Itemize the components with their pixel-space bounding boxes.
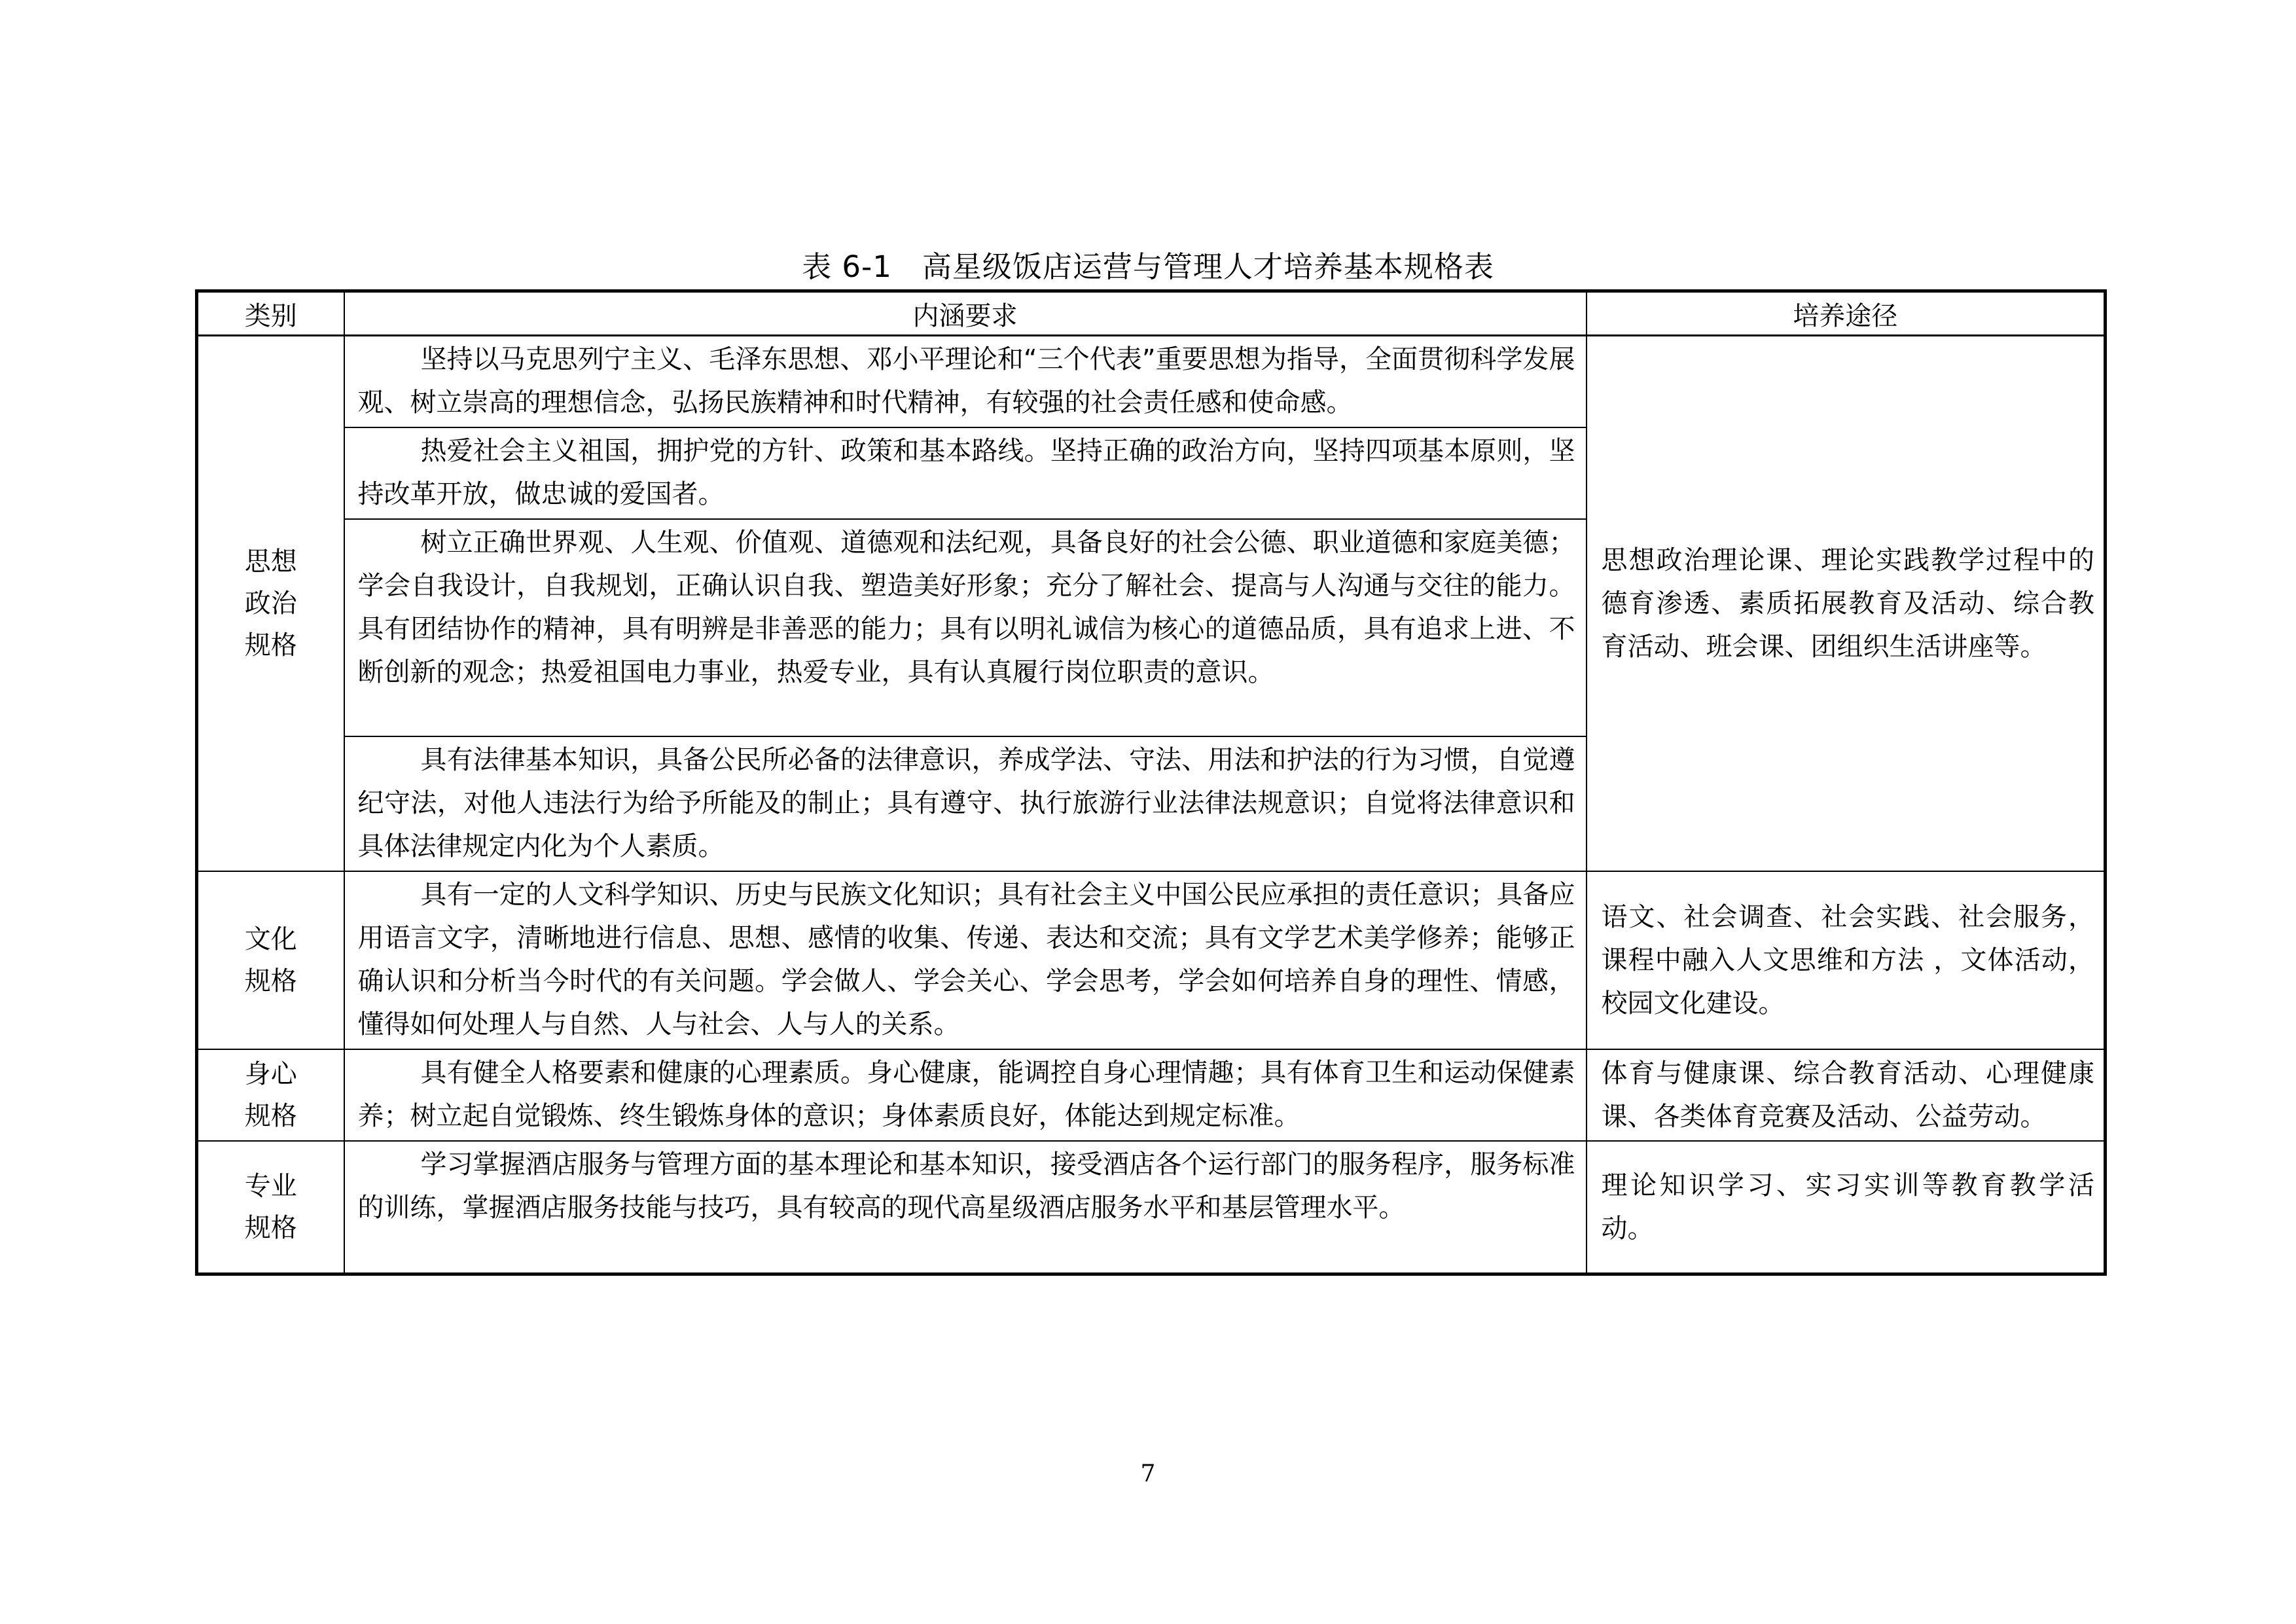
requirement-cell: 热爱社会主义祖国，拥护党的方针、政策和基本路线。坚持正确的政治方向，坚持四项基本原则，坚持改革开放，做忠诚的爱国者。 bbox=[344, 427, 1587, 519]
requirement-cell: 具有法律基本知识，具备公民所必备的法律意识，养成学法、守法、用法和护法的行为习惯，自觉遵纪守法，对他人违法行为给予所能及的制止；具有遵守、执行旅游行业法律法规意识；自觉将法律意识和具体法律规定内化为个人素质。 bbox=[344, 736, 1587, 871]
category-cell-professional bbox=[197, 1141, 344, 1274]
path-cell-professional: 理论知识学习、实习实训等教育教学活动。 bbox=[1587, 1141, 2106, 1274]
table-row bbox=[197, 1049, 2106, 1141]
spec-table bbox=[195, 289, 2107, 1276]
path-cell-physical-mental: 体育与健康课、综合教育活动、心理健康课、各类体育竞赛及活动、公益劳动。 bbox=[1587, 1049, 2106, 1141]
requirement-cell: 树立正确世界观、人生观、价值观、道德观和法纪观，具备良好的社会公德、职业道德和家庭美德；学会自我设计，自我规划，正确认识自我、塑造美好形象；充分了解社会、提高与人沟通与交往的能力。具有团结协作的精神，具有明辨是非善恶的能力；具有以明礼诚信为核心的道德品质，具有追求上进、不断创新的观念；热爱祖国电力事业，热爱专业，具有认真履行岗位职责的意识。 bbox=[344, 519, 1587, 736]
category-cell-ideological bbox=[197, 336, 344, 872]
category-cell-culture bbox=[197, 871, 344, 1049]
path-cell-ideological: 思想政治理论课、理论实践教学过程中的德育渗透、素质拓展教育及活动、综合教育活动、班会课、团组织生活讲座等。 bbox=[1587, 336, 2106, 872]
table-header-row bbox=[197, 291, 2106, 336]
requirement-cell: 坚持以马克思列宁主义、毛泽东思想、邓小平理论和“三个代表”重要思想为指导，全面贯彻科学发展观、树立崇高的理想信念，弘扬民族精神和时代精神，有较强的社会责任感和使命感。 bbox=[344, 336, 1587, 428]
category-label-culture: 文化规格 bbox=[244, 924, 297, 996]
header-path: 培养途径 bbox=[1587, 291, 2106, 336]
table-row bbox=[197, 1141, 2106, 1274]
requirement-cell: 学习掌握酒店服务与管理方面的基本理论和基本知识，接受酒店各个运行部门的服务程序，服务标准的训练，掌握酒店服务技能与技巧，具有较高的现代高星级酒店服务水平和基层管理水平。 bbox=[344, 1141, 1587, 1274]
table-title: 表 6-1 高星级饭店运营与管理人才培养基本规格表 bbox=[802, 249, 1494, 284]
header-category: 类别 bbox=[197, 291, 344, 336]
category-cell-physical-mental bbox=[197, 1049, 344, 1141]
table-row bbox=[197, 871, 2106, 1049]
header-requirements: 内涵要求 bbox=[344, 291, 1587, 336]
category-label-ideological: 思想政治规格 bbox=[244, 547, 297, 660]
category-label-physical-mental: 身心规格 bbox=[244, 1059, 297, 1131]
page-number: 7 bbox=[1140, 1460, 1156, 1487]
requirement-cell: 具有一定的人文科学知识、历史与民族文化知识；具有社会主义中国公民应承担的责任意识；具备应用语言文字，清晰地进行信息、思想、感情的收集、传递、表达和交流；具有文学艺术美学修养；能够正确认识和分析当今时代的有关问题。学会做人、学会关心、学会思考，学会如何培养自身的理性、情感，懂得如何处理人与自然、人与社会、人与人的关系。 bbox=[344, 871, 1587, 1049]
path-cell-culture: 语文、社会调查、社会实践、社会服务，课程中融入人文思维和方法 ，文体活动，校园文化建设。 bbox=[1587, 871, 2106, 1049]
table-row bbox=[197, 336, 2106, 428]
requirement-cell: 具有健全人格要素和健康的心理素质。身心健康，能调控自身心理情趣；具有体育卫生和运动保健素养；树立起自觉锻炼、终生锻炼身体的意识；身体素质良好，体能达到规定标准。 bbox=[344, 1049, 1587, 1141]
category-label-professional: 专业规格 bbox=[244, 1171, 297, 1243]
